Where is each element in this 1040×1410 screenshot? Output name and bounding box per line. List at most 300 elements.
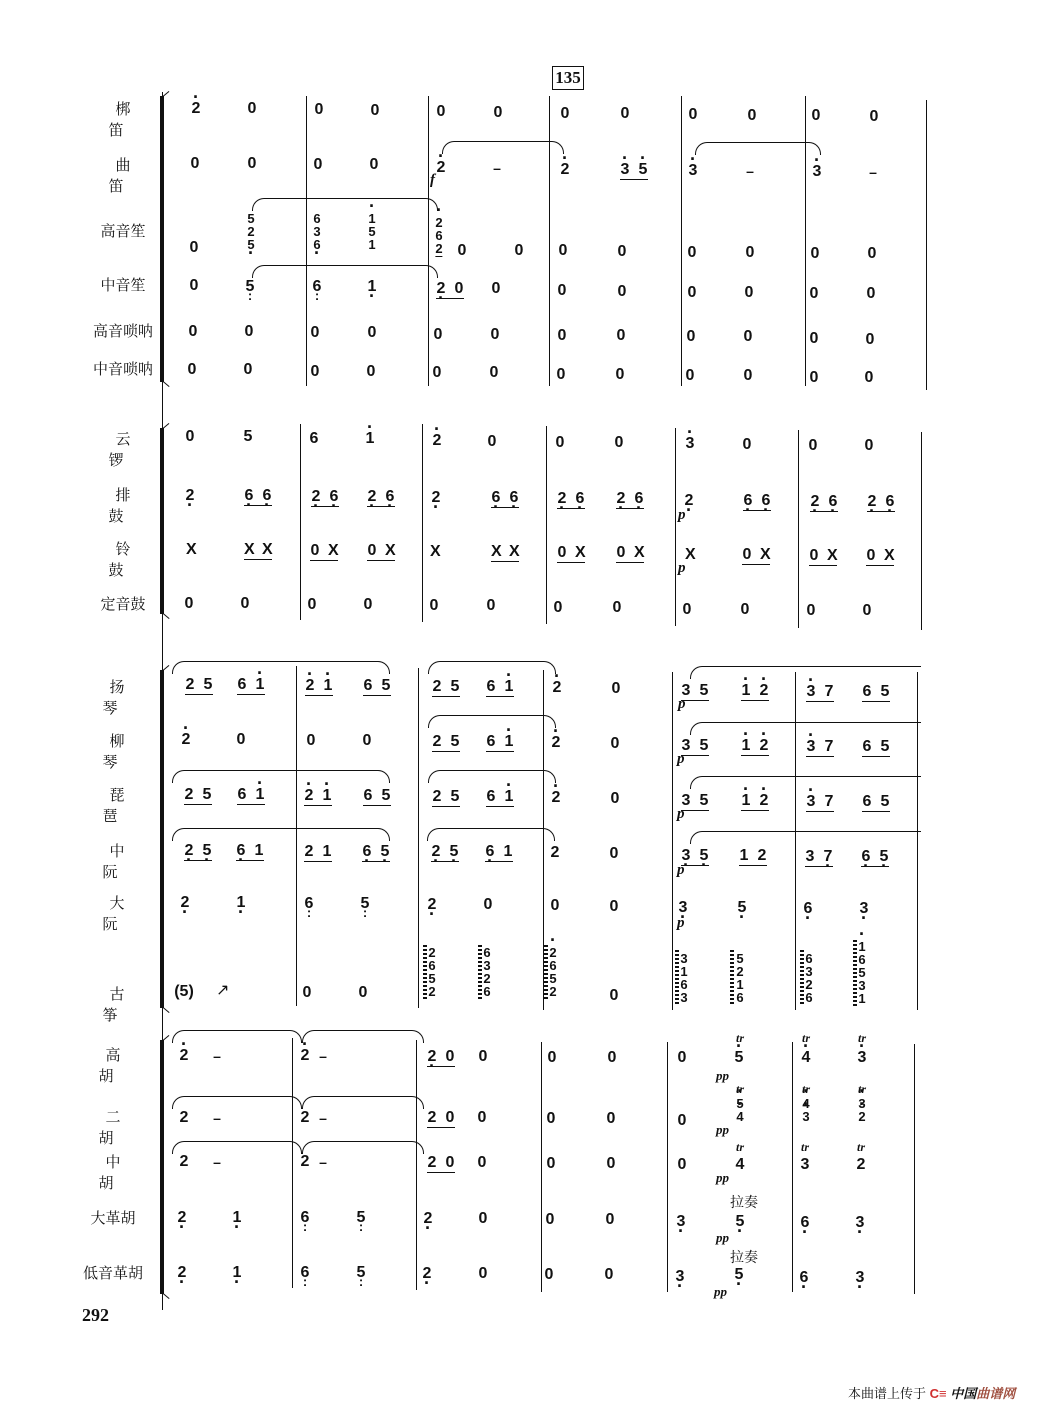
note: 0 (445, 1154, 455, 1171)
note: X (328, 542, 339, 559)
note: X (186, 541, 197, 558)
note: 2 (179, 1109, 189, 1126)
note: 0 (555, 434, 565, 451)
note: 5 · (879, 849, 889, 865)
barline (792, 1042, 793, 1292)
sustain-dash: – (493, 160, 501, 176)
note: 0 (487, 433, 497, 450)
note: 2 · (422, 1266, 432, 1282)
trill-mark: tr (735, 1140, 745, 1154)
note: 2 · (185, 488, 195, 504)
note: · 1 (741, 738, 751, 754)
note: 0 (432, 364, 442, 381)
label-gaohu: 高 胡 (98, 1046, 135, 1085)
slur (427, 828, 555, 841)
note: 2 · (557, 491, 567, 507)
dynamic-p: p (677, 915, 685, 931)
chord: 5 2 5 · (247, 212, 254, 251)
note: 6 · (262, 488, 272, 504)
note: 0 (606, 1110, 616, 1127)
note: 6 : (304, 896, 314, 912)
site-logo-icon: C≡ (929, 1386, 947, 1401)
note: 6 (237, 786, 247, 803)
note: 2 · (184, 843, 194, 859)
dynamic-pp: pp (716, 1230, 729, 1245)
note: 2 (179, 1153, 189, 1170)
note: 0 (810, 245, 820, 262)
plucked-bracket (160, 670, 164, 1008)
note: 6 · (799, 1270, 809, 1286)
chord: 6 3 2 6 (805, 951, 813, 1005)
note: 5 : (356, 1210, 366, 1226)
note: 5 · (699, 848, 709, 864)
note: 3 · (678, 900, 688, 916)
note: 2 (856, 1156, 866, 1173)
note: 0 (478, 1048, 488, 1065)
chord: · 1 6 5 3 1 (858, 940, 865, 1005)
sustain-dash: – (319, 1048, 327, 1064)
note: 6 (486, 678, 496, 695)
note: X (385, 542, 396, 559)
barline (798, 430, 799, 628)
barline (541, 1042, 542, 1292)
note: 5 (450, 788, 460, 805)
note: 5 (880, 683, 890, 700)
note: · 2 (560, 162, 570, 178)
note: 0 (477, 1109, 487, 1126)
note: 0 (454, 280, 464, 297)
note: 2 (427, 1154, 437, 1171)
note: 5 (450, 733, 460, 750)
note: 6 : (300, 1210, 310, 1226)
note: 6 · (236, 843, 246, 859)
label-zhongruan: 中 阮 (102, 842, 139, 881)
note: 6 · (509, 490, 519, 506)
note: 1 (254, 842, 264, 859)
note: 0 (310, 324, 320, 341)
chord: · 2 6 2 (435, 216, 442, 257)
note: 0 (457, 242, 467, 259)
note: 5 (880, 793, 890, 810)
note: 6 · (491, 490, 501, 506)
rehearsal-mark: 135 (552, 66, 584, 90)
note: 1 (739, 847, 749, 864)
note: X (509, 543, 520, 560)
note: 0 (687, 244, 697, 261)
label-paigu: 排 鼓 (108, 486, 145, 525)
note: 0 (490, 326, 500, 343)
note: 1 · (232, 1265, 242, 1281)
note: 0 (189, 277, 199, 294)
slur (428, 661, 556, 674)
note: 6 · (861, 849, 871, 865)
note: 6 (862, 738, 872, 755)
chord: · 2 6 5 2 (549, 946, 556, 998)
note: 2 · (431, 844, 441, 860)
slur (172, 1030, 302, 1043)
slur (172, 661, 390, 674)
barline (921, 432, 922, 630)
arco-marking: 拉奏 (730, 1250, 758, 1266)
sustain-dash: – (869, 164, 877, 180)
note: 0 (358, 984, 368, 1001)
note: 0 (606, 1155, 616, 1172)
label-bangdi: 梆 笛 (108, 100, 145, 139)
chord: · 3 · 2 (858, 1097, 865, 1123)
note: 4 (735, 1156, 745, 1173)
note: 6 · (575, 491, 585, 507)
arpeggio-mark (478, 945, 482, 1001)
note: 2 · (684, 493, 694, 509)
note: 6 · (634, 491, 644, 507)
note: 0 (477, 1154, 487, 1171)
sustain-dash: – (746, 163, 754, 179)
dynamic-p: p (678, 696, 686, 712)
note: · 1 (322, 788, 332, 804)
note: · 2 (300, 1048, 310, 1064)
barline (914, 1044, 915, 1294)
note: 0 (617, 283, 627, 300)
note: 0 (685, 367, 695, 384)
note: X (827, 547, 838, 564)
note: X (884, 547, 895, 564)
label-qudi: 曲 笛 (108, 156, 145, 195)
note: 0 (864, 369, 874, 386)
note: 2 · (867, 494, 877, 510)
label-linggu: 铃 鼓 (108, 540, 145, 579)
label-yangqin: 扬 琴 (102, 678, 139, 717)
note: 0 (560, 105, 570, 122)
barline (428, 96, 429, 386)
note: · 2 (305, 678, 315, 694)
note: · 1 (255, 677, 265, 693)
note: 0 (614, 434, 624, 451)
chord: 6 3 6 · (313, 212, 320, 251)
note: 0 (609, 845, 619, 862)
note: 5 : (245, 279, 255, 295)
slur (252, 198, 438, 211)
note: 0 (370, 102, 380, 119)
note: 0 (605, 1211, 615, 1228)
note: · 3 (857, 1050, 867, 1066)
note: 2 · (177, 1265, 187, 1281)
note: 7 (824, 793, 834, 810)
note: 2 (185, 676, 195, 693)
barline (416, 1040, 417, 1290)
label-pipa: 琵 琶 (102, 786, 139, 825)
note: 0 (865, 331, 875, 348)
note: · 1 (255, 787, 265, 803)
note: 5 (202, 786, 212, 803)
note: 6 · (803, 901, 813, 917)
note: 6 · (761, 493, 771, 509)
barline (422, 424, 423, 622)
note: 3 · (681, 848, 691, 864)
note: 0 (553, 599, 563, 616)
note: 0 (547, 1049, 557, 1066)
dynamic-p: p (677, 806, 685, 822)
note: 5 : (360, 896, 370, 912)
note: 3 · (855, 1270, 865, 1286)
slur (172, 1096, 302, 1109)
barline (292, 1038, 293, 1288)
note: 5 (450, 678, 460, 695)
note: 5 (880, 738, 890, 755)
chord: 5 2 1 6 (736, 951, 744, 1005)
slur (442, 141, 564, 154)
slur (695, 142, 821, 155)
note: 0 (367, 324, 377, 341)
note: 0 (610, 790, 620, 807)
sustain-dash: – (319, 1154, 327, 1170)
slur (172, 1141, 302, 1154)
note: 0 (808, 437, 818, 454)
slur (302, 1030, 424, 1043)
note: · 2 (436, 160, 446, 176)
note: 0 (362, 732, 372, 749)
note: · 2 (759, 793, 769, 809)
note: 5 (381, 677, 391, 694)
dynamic-p: p (678, 507, 686, 523)
label-erhu: 二 胡 (98, 1108, 135, 1147)
note: · 1 (323, 678, 333, 694)
slur (428, 770, 556, 783)
note: · 1 (741, 793, 751, 809)
barline (546, 426, 547, 624)
chord: · 1 5 1 (368, 212, 375, 251)
note: 0 (806, 602, 816, 619)
note: 0 (866, 547, 876, 564)
note: 0 (744, 284, 754, 301)
dynamic-pp: pp (716, 1122, 729, 1137)
note: 0 (557, 544, 567, 561)
note: 0 (244, 323, 254, 340)
note: 0 (809, 285, 819, 302)
note: 0 (743, 328, 753, 345)
label-liuqin: 柳 琴 (102, 732, 139, 771)
note: · 1 (504, 679, 514, 695)
note: 6 (862, 683, 872, 700)
note: 3 (800, 1156, 810, 1173)
note: 0 (556, 366, 566, 383)
note: 0 (236, 731, 246, 748)
note: · 3 (685, 436, 695, 452)
label-guzheng: 古 筝 (102, 985, 139, 1024)
note: 0 (188, 323, 198, 340)
note: 0 (493, 104, 503, 121)
note: 0 (307, 596, 317, 613)
note: 5 : (356, 1265, 366, 1281)
slur (252, 265, 438, 278)
note: 3 · (676, 1214, 686, 1230)
barline (675, 428, 676, 626)
note: 5 (381, 787, 391, 804)
note: 0 (545, 1211, 555, 1228)
note: 6 · (485, 844, 495, 860)
note: 2 · (427, 1049, 437, 1065)
note: 0 (688, 106, 698, 123)
note: 0 (445, 1109, 455, 1126)
note: 0 (811, 107, 821, 124)
note: · 2 (551, 735, 561, 751)
slur (302, 1096, 424, 1109)
note: 0 (611, 680, 621, 697)
note: 0 (478, 1210, 488, 1227)
note: 0 (617, 243, 627, 260)
note: 2 · (427, 897, 437, 913)
note: 2 · (367, 489, 377, 505)
trill-mark: tr (801, 1082, 811, 1096)
label-zhonghu: 中 胡 (98, 1153, 135, 1192)
note: · 2 (179, 1048, 189, 1064)
note: 0 (607, 1049, 617, 1066)
note: · 1 (504, 734, 514, 750)
note: 0 (742, 436, 752, 453)
note: 2 (432, 788, 442, 805)
label-gaoyin-sheng: 高音笙 (100, 222, 146, 240)
barline (549, 96, 550, 386)
trill-mark: tr (857, 1082, 867, 1096)
note: 6 (309, 430, 319, 447)
note: 0 (604, 1266, 614, 1283)
arpeggio-mark (423, 945, 427, 1001)
note: 3 (681, 792, 691, 809)
note: 0 (247, 100, 257, 117)
note: X (491, 543, 502, 560)
dynamic-f: f (430, 172, 435, 188)
note: 0 (557, 327, 567, 344)
note: 6 (486, 733, 496, 750)
slur (172, 770, 390, 783)
note: 0 (612, 599, 622, 616)
note: 0 (620, 105, 630, 122)
note: 6 : (312, 279, 322, 295)
arpeggio-mark (800, 950, 804, 1006)
note: 1 · (367, 279, 377, 295)
note: · 2 (432, 433, 442, 449)
note: 0 (243, 361, 253, 378)
chord: · 4 · 3 (802, 1097, 809, 1123)
note: 0 (862, 602, 872, 619)
note: · 5 (734, 1050, 744, 1066)
note: 2 · (810, 494, 820, 510)
note: 6 · (828, 494, 838, 510)
note: 5 (243, 428, 253, 445)
note: 0 (313, 156, 323, 173)
note: (5) (174, 983, 194, 1000)
slur (302, 1141, 424, 1154)
note: 0 (489, 364, 499, 381)
arpeggio-mark (730, 950, 734, 1006)
note: 1 · (232, 1210, 242, 1226)
note: 0 (184, 595, 194, 612)
trill-mark: tr (735, 1082, 745, 1096)
note: X (575, 544, 586, 561)
dynamic-pp: pp (716, 1170, 729, 1185)
note: 0 (445, 1048, 455, 1065)
note: 6 · (800, 1215, 810, 1231)
note: 2 · (431, 490, 441, 506)
note: 0 (486, 597, 496, 614)
note: 2 (432, 733, 442, 750)
note: 0 (616, 327, 626, 344)
note: 0 (743, 367, 753, 384)
slur (172, 828, 390, 841)
site-name-prefix: 中国 (950, 1386, 977, 1401)
note: 0 (682, 601, 692, 618)
note: 2 (550, 844, 560, 861)
chord: 2 6 5 2 (428, 945, 436, 999)
trill-mark: tr (857, 1031, 867, 1045)
note: 0 (240, 595, 250, 612)
note: X (760, 546, 771, 563)
note: 2 (304, 843, 314, 860)
note: 0 (616, 544, 626, 561)
note: 5 · (737, 900, 747, 916)
note: · 2 (304, 788, 314, 804)
note: 0 (610, 735, 620, 752)
note: 0 (310, 542, 320, 559)
note: 5 · (380, 844, 390, 860)
chord: 3 1 6 3 (680, 951, 688, 1005)
note: · 3 (620, 162, 630, 178)
arpeggio-mark (544, 945, 548, 1001)
site-name-suffix: 曲谱网 (976, 1386, 1016, 1401)
note: 0 (310, 363, 320, 380)
note: 0 (747, 107, 757, 124)
note: 0 (478, 1265, 488, 1282)
note: 6 · (743, 493, 753, 509)
note: 0 (483, 896, 493, 913)
label-daruan: 大 阮 (102, 894, 139, 933)
barline (672, 672, 673, 1010)
label-gaoyin-suona: 高音唢呐 (92, 322, 153, 340)
barline (681, 96, 682, 386)
note: · 1 (504, 789, 514, 805)
dynamic-p: p (677, 751, 685, 767)
arpeggio-mark (853, 940, 857, 1006)
note: · 1 (741, 683, 751, 699)
note: 2 · (177, 1210, 187, 1226)
watermark-text: 本曲谱上传于 (848, 1386, 927, 1401)
note: · 3 (806, 794, 816, 810)
note: 5 (699, 682, 709, 699)
note: 2 · (436, 281, 446, 297)
slur (428, 715, 556, 728)
dynamic-p: p (677, 862, 685, 878)
note: · 2 (759, 683, 769, 699)
note: · 3 (812, 164, 822, 180)
note: 2 · (180, 895, 190, 911)
note: 6 · (362, 844, 372, 860)
note: X (634, 544, 645, 561)
note: 0 (429, 597, 439, 614)
note: 0 (742, 546, 752, 563)
note: 0 (609, 898, 619, 915)
note: 0 (864, 437, 874, 454)
note: 0 (677, 1112, 687, 1129)
note: 0 (615, 366, 625, 383)
note: 6 · (385, 489, 395, 505)
note: 2 · (616, 491, 626, 507)
label-diyin-gehu: 低音革胡 (82, 1264, 143, 1282)
note: 7 (824, 738, 834, 755)
watermark (848, 1383, 1015, 1402)
note: X (685, 546, 696, 563)
sustain-dash: – (213, 1110, 221, 1126)
note: 6 : (300, 1265, 310, 1281)
trill-mark: tr (735, 1031, 745, 1045)
